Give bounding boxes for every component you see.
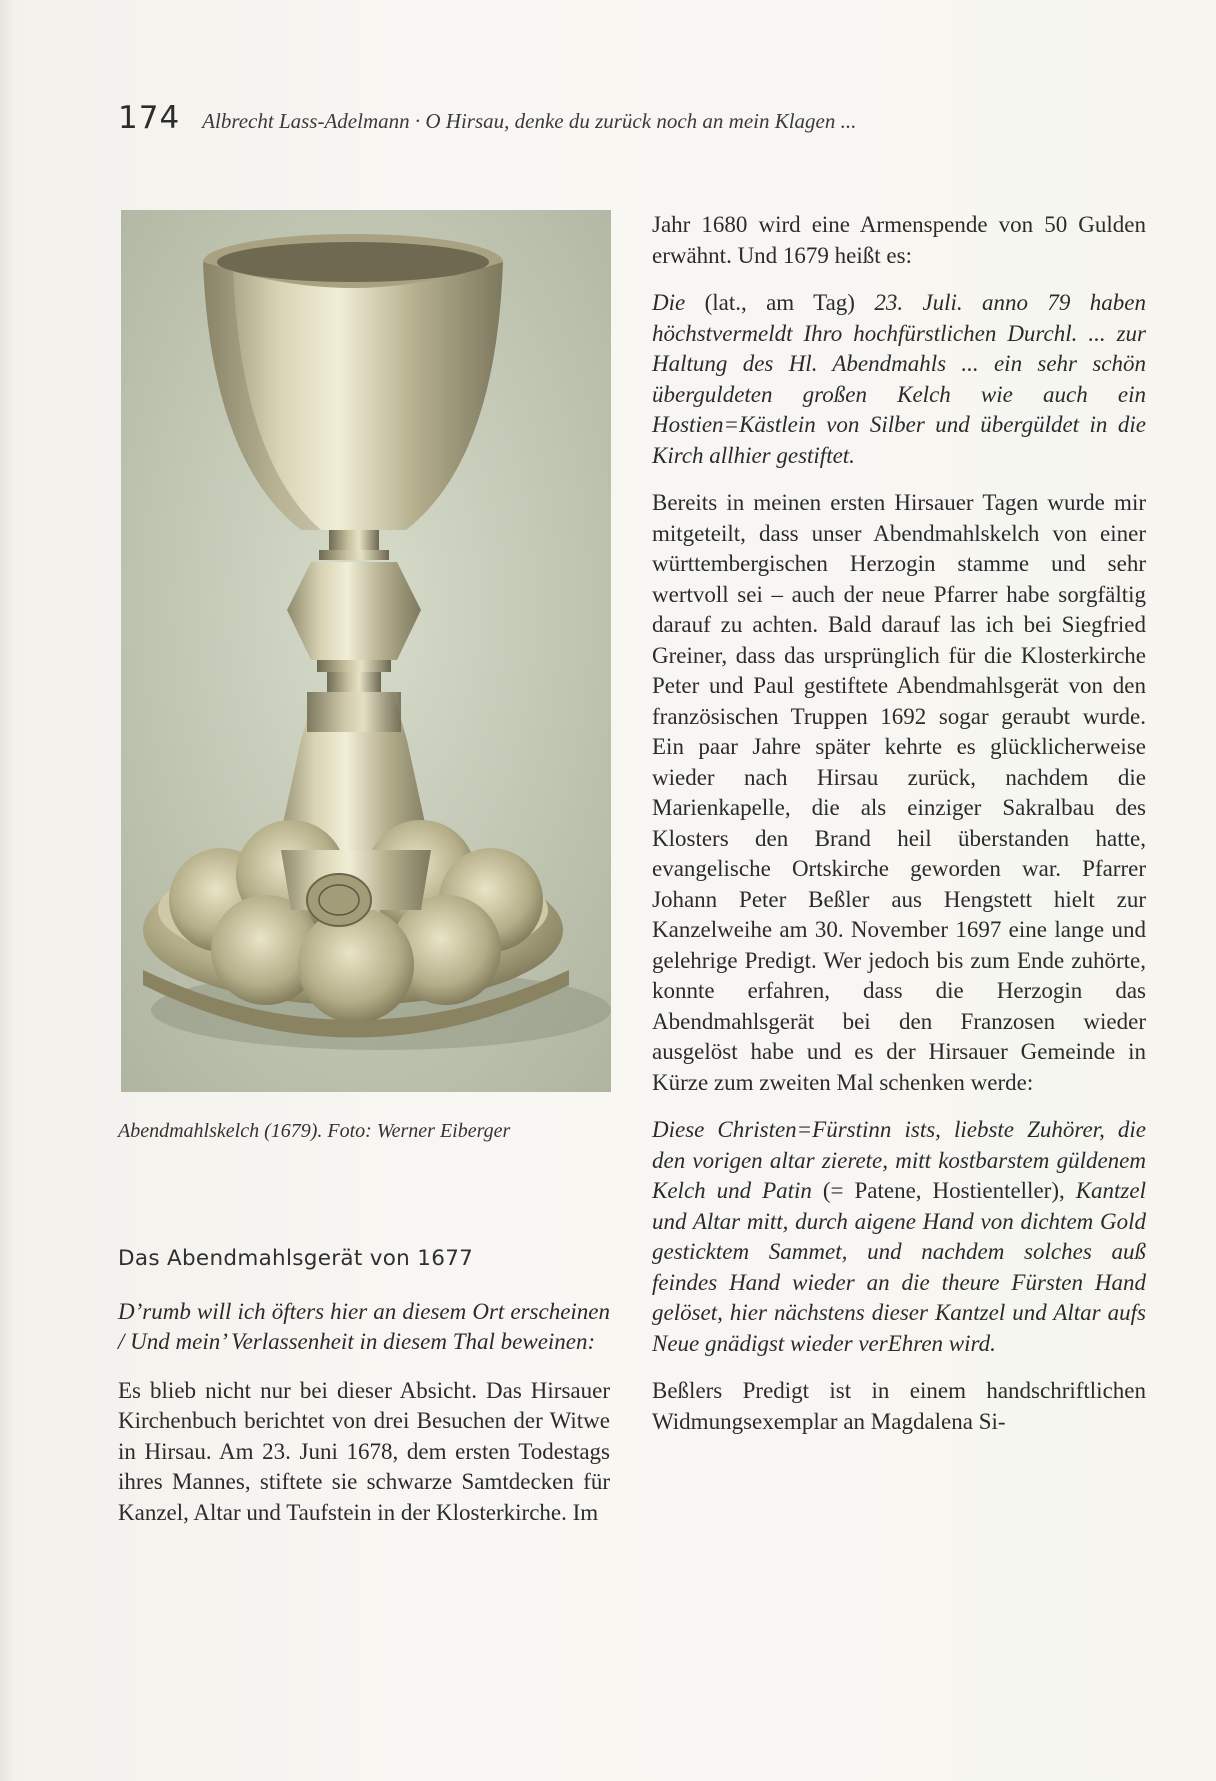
body-paragraph-2: Bereits in meinen ersten Hirsauer Tagen wurde mir mitgeteilt, dass unser Abendmahlskelch von einer württembergischen Herzogin stamme und sehr wertvoll sei – auch der neue Pfarrer habe sorgfältig darauf zu achten. Bald darauf las ich bei Siegfried Greiner, dass das ursprünglich für die Klosterkirche Peter und Paul gestiftete Abendmahlsgerät von den französischen Truppen 1692 sogar geraubt wurde. Ein paar Jahre später kehrte es glücklicherweise wieder nach Hirsau zurück, nachdem die Marienkapelle, die als einziger Sakralbau des Klosters den Brand heil überstanden hatte, evangelische Ortskirche geworden war. Pfarrer Johann Peter Beßler aus Hengstett hielt zur Kanzelweihe am 30. November 1697 eine lange und gelehrige Predigt. Wer jedoch bis zum Ende zuhörte, konnte erfahren, dass die Herzogin das Abendmahlsgerät bei den Franzosen wieder ausgelöst habe und es der Hirsauer Gemeinde in Kürze zum zweiten Mal schenken werde: [652, 490, 1146, 1095]
quote-gloss: (lat., am Tag) [685, 290, 875, 315]
gutter-shadow [0, 0, 14, 1781]
verse-quote: D’rumb will ich öfters hier an diesem Ort erscheinen / Und mein’ Verlassenheit in diesem Thal beweinen: [118, 1298, 610, 1354]
quote-part: 23. Juli. anno 79 haben höchstvermeldt Ihro hochfürstlichen Durchl. ... zur Haltung des Hl. Abendmahls ... ein sehr schön überguldeten großen Kelch wie auch ein Hostien=Kästlein von Silber und übergüldet in die Kirch allhier gestiftet. [652, 290, 1146, 468]
chalice-photo [121, 210, 611, 1092]
quote-gloss: (= Patene, Hostienteller), [811, 1178, 1065, 1203]
quote-part: Kantzel und Altar mitt, durch aigene Hand von dichtem Gold gesticktem Sammet, und nachdem solches auß feindes Hand wieder an die theure Fürsten Hand gelöset, hier nächstens dieser Kantzel und Altar aufs Neue gnädigst wieder verEhren wird. [652, 1178, 1146, 1356]
body-paragraph: Es blieb nicht nur bei dieser Absicht. Das Hirsauer Kirchenbuch berichtet von drei Besuchen der Witwe in Hirsau. Am 23. Juni 1678, dem ersten Todestags ihres Mannes, stiftete sie schwarze Samtdecken für Kanzel, Altar und Taufstein in der Klosterkirche. Im [118, 1377, 610, 1525]
right-column [652, 210, 1146, 1454]
left-column [118, 1244, 610, 1528]
page-number: 174 [118, 100, 181, 136]
quote-kirchenbuch [652, 288, 1146, 471]
chalice-illustration [121, 210, 611, 1092]
quote-predigt [652, 1115, 1146, 1359]
section-heading: Das Abendmahlsgerät von 1677 [118, 1246, 474, 1271]
page-header [118, 100, 1098, 136]
body-paragraph-3: Beßlers Predigt ist in einem handschriftlichen Widmungsexemplar an Magdalena Si- [652, 1378, 1146, 1434]
running-head: Albrecht Lass-Adelmann · O Hirsau, denke du zurück noch an mein Klagen ... [202, 109, 857, 133]
quote-part: Diese Christen=Fürstinn ists, liebste Zuhörer, die den vorigen altar zierete, mitt kostbarstem güldenem Kelch und Patin [652, 1117, 1146, 1203]
body-paragraph-1: Jahr 1680 wird eine Armenspende von 50 Gulden erwähnt. Und 1679 heißt es: [652, 212, 1146, 268]
figure-caption: Abendmahlskelch (1679). Foto: Werner Eiberger [118, 1120, 511, 1142]
quote-part: Die [652, 290, 686, 315]
